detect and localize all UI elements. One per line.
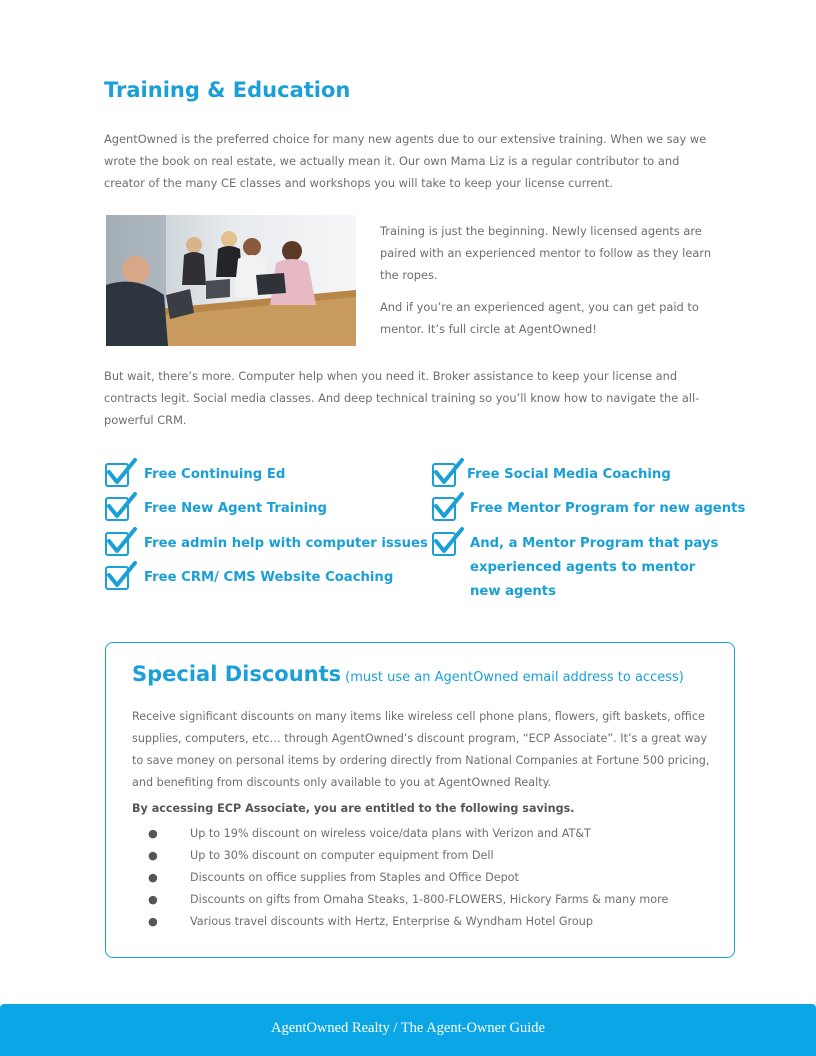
bullet-icon: ●: [148, 849, 158, 862]
list-item: [148, 823, 668, 845]
checkbox-checked-icon: [431, 492, 465, 522]
benefit-label: Free New Agent Training: [144, 501, 327, 516]
benefit-item: [431, 527, 725, 604]
special-discounts-heading: [132, 662, 684, 686]
savings-text: Discounts on office supplies from Staples and Office Depot: [190, 871, 519, 884]
more-paragraph: But wait, there’s more. Computer help when you need it. Broker assistance to keep your license and contracts legit. Social media classes. And deep technical training so you’ll know how to navigate the all-powerful CRM.: [104, 369, 700, 427]
benefit-label: Free admin help with computer issues: [144, 536, 428, 551]
checkbox-checked-icon: [431, 458, 465, 488]
intro-paragraph: AgentOwned is the preferred choice for many new agents due to our extensive training. When we say we wrote the book on real estate, we actually mean it. Our own Mama Liz is a regular contributor to and creator of the many CE classes and workshops you will take to keep your license current.: [104, 132, 707, 190]
checkbox-checked-icon: [104, 458, 138, 488]
savings-text: Up to 30% discount on computer equipment from Dell: [190, 849, 494, 862]
email-requirement-note: (must use an AgentOwned email address to access): [345, 670, 684, 685]
bullet-icon: ●: [148, 871, 158, 884]
savings-lead: By accessing ECP Associate, you are entitled to the following savings.: [132, 802, 575, 815]
list-item: [148, 889, 668, 911]
checkbox-checked-icon: [104, 561, 138, 591]
benefit-label: Free Continuing Ed: [144, 467, 286, 482]
benefit-label: Free Social Media Coaching: [467, 467, 671, 482]
checkbox-checked-icon: [104, 492, 138, 522]
footer-text: AgentOwned Realty / The Agent-Owner Guide: [271, 1020, 545, 1036]
discounts-description: Receive significant discounts on many items like wireless cell phone plans, flowers, gift baskets, office supplies, computers, etc… through AgentOwned’s discount program, “ECP Associate”. It’s a great way to save money on personal items by ordering directly from National Companies at Fortune 500 pricing, and benefiting from discounts only available to you at AgentOwned Realty.: [132, 710, 710, 789]
benefit-item: [104, 527, 428, 557]
bullet-icon: ●: [148, 827, 158, 840]
savings-text: Discounts on gifts from Omaha Steaks, 1-800-FLOWERS, Hickory Farms & many more: [190, 893, 669, 906]
checkbox-checked-icon: [104, 527, 138, 557]
special-discounts-title: Special Discounts: [132, 662, 342, 686]
team-meeting-photo: [106, 215, 356, 346]
bullet-icon: ●: [148, 893, 158, 906]
paid-mentor-paragraph: And if you’re an experienced agent, you can get paid to mentor. It’s full circle at AgentOwned!: [380, 300, 699, 336]
benefit-item: [104, 561, 393, 591]
checkbox-checked-icon: [431, 527, 465, 557]
mentor-text: [380, 220, 720, 350]
mentor-paragraph: Training is just the beginning. Newly licensed agents are paired with an experienced mentor to follow as they learn the ropes.: [380, 224, 712, 282]
savings-text: Up to 19% discount on wireless voice/data plans with Verizon and AT&T: [190, 827, 591, 840]
savings-list: [148, 823, 668, 933]
benefit-item: [104, 458, 285, 488]
benefit-item: [431, 458, 671, 488]
benefit-label: And, a Mentor Program that pays experienced agents to mentor new agents: [470, 536, 719, 599]
bullet-icon: ●: [148, 915, 158, 928]
savings-text: Various travel discounts with Hertz, Enterprise & Wyndham Hotel Group: [190, 915, 593, 928]
list-item: [148, 911, 668, 933]
benefit-label: Free CRM/ CMS Website Coaching: [144, 570, 394, 585]
benefit-item: [104, 492, 327, 522]
benefit-item: [431, 492, 745, 522]
page-title: Training & Education: [104, 78, 351, 102]
benefit-label: Free Mentor Program for new agents: [470, 501, 746, 516]
list-item: [148, 845, 668, 867]
list-item: [148, 867, 668, 889]
